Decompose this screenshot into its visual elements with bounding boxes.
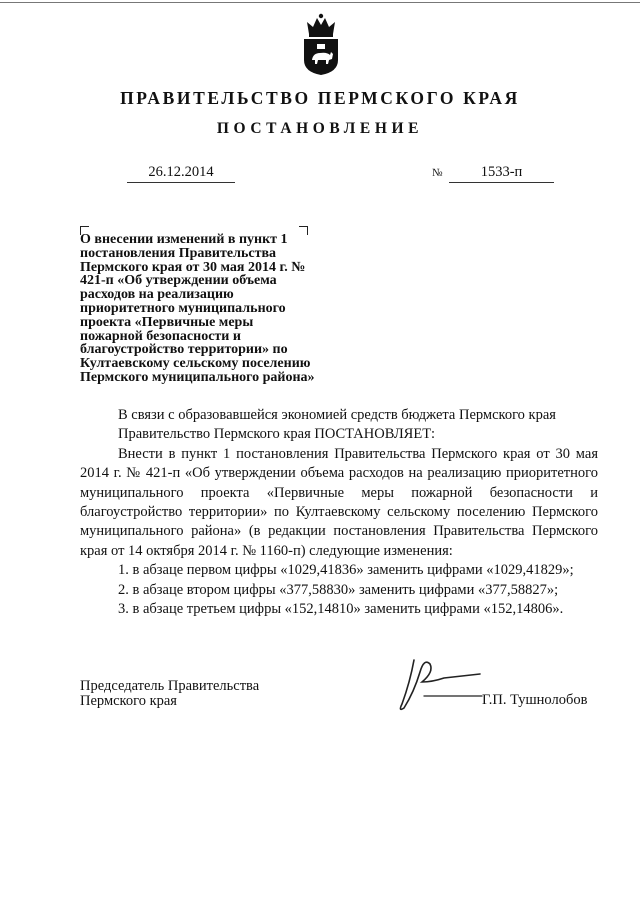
resolve-paragraph: Правительство Пермского края ПОСТАНОВЛЯЕТ: <box>118 426 436 443</box>
signatory-title-line: Председатель Правительства <box>80 678 260 694</box>
signatory-title-line: Пермского края <box>80 693 177 709</box>
intro-paragraph: В связи с образовавшейся экономией средств бюджета Пермского края <box>118 407 556 423</box>
document-date: 26.12.2014 <box>127 163 235 183</box>
main-paragraph: Внести в пункт 1 постановления Правительства Пермского края от 30 мая 2014 г. № 421-п «Об утверждении объема расходов на реализацию приоритетного муниципального проекта «Первичные меры пожарной безопасности и благоустройство территории» по Култаевскому сельскому поселению Пермского муниципального района» (в редакции постановления Правительства Пермского края от 14 октября 2014 г. № 1160-п) следующие изменения: <box>80 445 598 559</box>
list-item: 3. в абзаце третьем цифры «152,14810» заменить цифрами «152,14806». <box>118 601 564 618</box>
coat-of-arms-icon <box>300 12 342 76</box>
government-title: ПРАВИТЕЛЬСТВО ПЕРМСКОГО КРАЯ <box>120 88 520 108</box>
document-type-title: ПОСТАНОВЛЕНИЕ <box>216 120 424 137</box>
handwritten-signature <box>384 652 484 714</box>
number-sign: № <box>432 167 443 179</box>
signatory-title <box>80 679 300 709</box>
document-body <box>80 406 598 619</box>
signatory-name: Г.П. Тушнолобов <box>482 692 588 708</box>
list-item: 1. в абзаце первом цифры «1029,41836» заменить цифрами «1029,41829»; <box>118 562 574 579</box>
list-item: 2. в абзаце втором цифры «377,58830» заменить цифрами «377,58827»; <box>118 581 559 598</box>
document-subject: О внесении изменений в пункт 1 постановления Правительства Пермского края от 30 мая 2014 г. № 421-п «Об утверждении объема расходов на реализацию приоритетного муниципального проекта «Первичные меры пожарной безопасности и благоустройство территории» по Култаевскому сельскому поселению Пермского муниципального района» <box>80 232 315 385</box>
document-number: 1533-п <box>449 163 554 183</box>
top-border-line <box>0 2 640 3</box>
